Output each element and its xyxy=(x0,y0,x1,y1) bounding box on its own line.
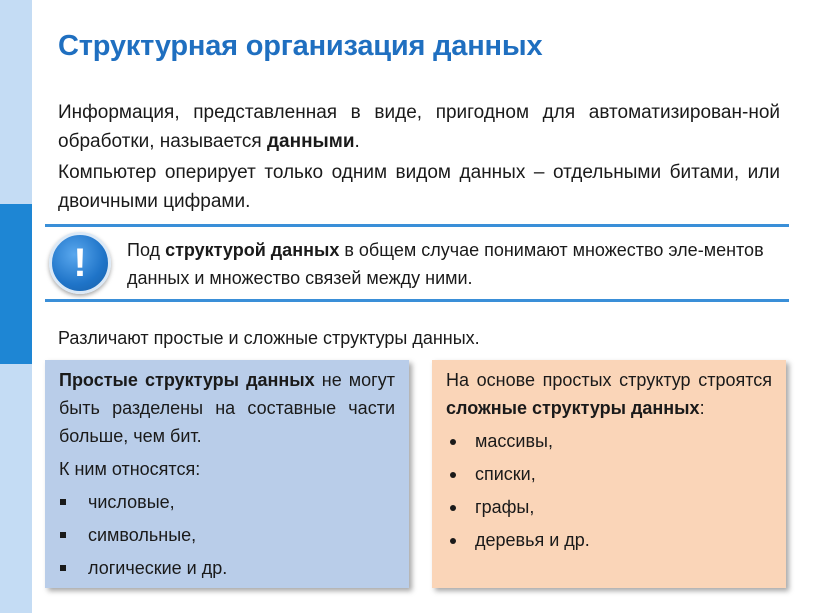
simple-term: Простые структуры данных xyxy=(59,370,315,390)
definition-paragraph xyxy=(58,98,780,156)
definition-text: Информация, представленная в виде, пригодном для автоматизирован-ной обработки, называется xyxy=(58,102,780,152)
callout-bottom-rule xyxy=(45,299,789,302)
slide-title: Структурная организация данных xyxy=(58,30,543,62)
list-item xyxy=(446,458,772,491)
list-item xyxy=(59,552,395,585)
complex-definition xyxy=(446,366,772,422)
complex-structures-box xyxy=(432,360,786,588)
square-bullet-icon xyxy=(60,565,66,571)
callout-pre: Под xyxy=(127,240,166,260)
complex-pre: На основе простых структур строятся xyxy=(446,370,772,390)
simple-definition xyxy=(59,366,395,450)
list-item-label: массивы, xyxy=(475,431,553,451)
structure-definition-callout xyxy=(45,224,789,302)
callout-post: в общем случае понимают множество эле-ментов данных и множество связей между ними. xyxy=(127,240,764,288)
list-item xyxy=(59,486,395,519)
round-bullet-icon xyxy=(450,439,456,445)
complex-term: сложные структуры данных xyxy=(446,398,700,418)
callout-top-rule xyxy=(45,224,789,227)
simple-list xyxy=(59,486,395,585)
complex-post: : xyxy=(699,398,705,418)
simple-list-title: К ним относятся: xyxy=(59,459,201,479)
list-item-label: графы, xyxy=(475,497,535,517)
complex-list xyxy=(446,425,772,557)
list-item xyxy=(446,524,772,557)
round-bullet-icon xyxy=(450,472,456,478)
exclamation-icon: ! xyxy=(49,232,111,294)
list-item-label: деревья и др. xyxy=(475,530,590,550)
square-bullet-icon xyxy=(60,499,66,505)
square-bullet-icon xyxy=(60,532,66,538)
left-decor-accent xyxy=(0,204,32,364)
list-item xyxy=(446,491,772,524)
list-item xyxy=(446,425,772,458)
list-item xyxy=(59,519,395,552)
definition-end: . xyxy=(354,131,360,152)
callout-term: структурой данных xyxy=(165,240,340,260)
list-item-label: списки, xyxy=(475,464,536,484)
simple-structures-box xyxy=(45,360,409,588)
simple-text: не могут быть разделены на составные части больше, чем бит. xyxy=(59,370,395,446)
round-bullet-icon xyxy=(450,538,456,544)
bits-paragraph: Компьютер оперирует только одним видом данных – отдельными битами, или двоичными цифрами. xyxy=(58,162,780,212)
structures-intro: Различают простые и сложные структуры данных. xyxy=(58,328,480,348)
callout-text xyxy=(127,236,789,292)
list-item-label: символьные, xyxy=(88,525,197,545)
definition-term: данными xyxy=(266,131,355,152)
round-bullet-icon xyxy=(450,505,456,511)
list-item-label: числовые, xyxy=(88,492,175,512)
list-item-label: логические и др. xyxy=(88,558,228,578)
